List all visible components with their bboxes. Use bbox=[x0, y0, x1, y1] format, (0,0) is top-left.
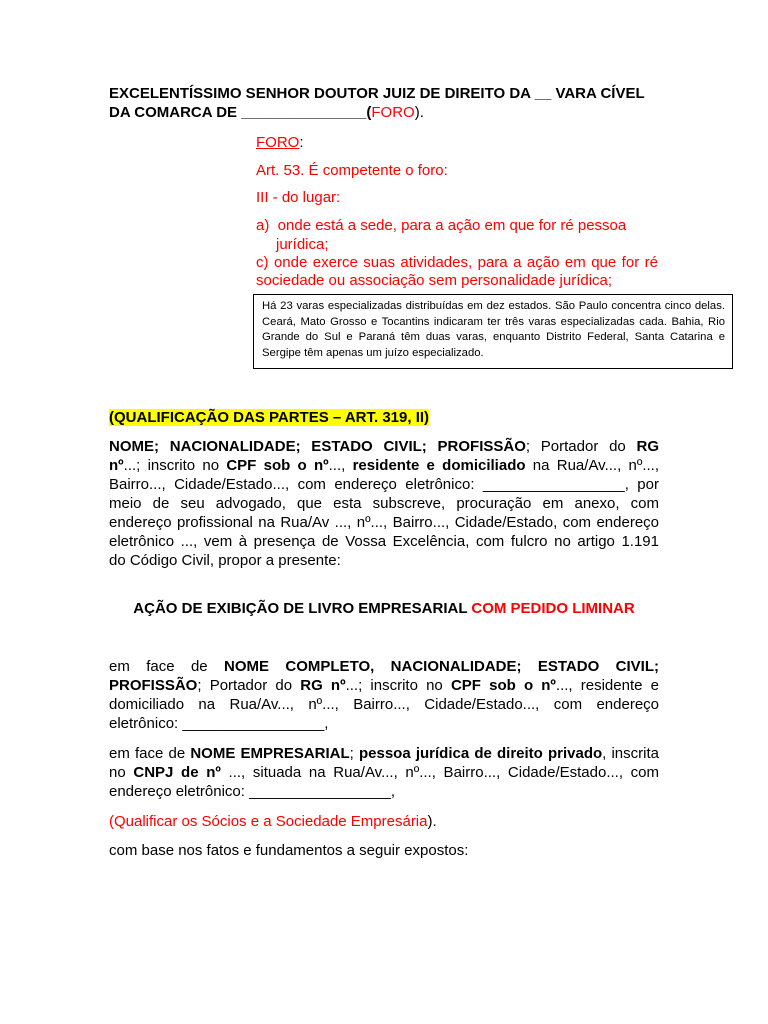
author-line-1: NOME; NACIONALIDADE; ESTADO CIVIL; PROFISSÃO; Portador do RG bbox=[109, 438, 659, 455]
foro-art: Art. 53. É competente o foro: bbox=[256, 162, 448, 179]
defendant2-line-3: endereço eletrônico: _________________, bbox=[109, 783, 396, 800]
info-box bbox=[253, 294, 733, 369]
foro-inciso: III - do lugar: bbox=[256, 189, 341, 206]
author-line-5: endereço profissional na Rua/Av ..., nº..., Bairro..., Cidade/Estado, com endereço bbox=[109, 514, 659, 531]
closing-line: com base nos fatos e fundamentos a seguir expostos: bbox=[109, 842, 469, 859]
foro-item-a-line-1: a) onde está a sede, para a ação em que for ré pessoa bbox=[256, 217, 627, 234]
info-box-text: Há 23 varas especializadas distribuídas em dez estados. São Paulo concentra cinco delas. Ceará, Mato Grosso e Tocantins indicaram ter três varas especializadas cada. Bahia, Rio Grande do Sul e Paraná têm duas varas, enquanto Distrito Federal, Santa Catarina e Sergipe têm apenas um juízo especializado. bbox=[262, 300, 725, 359]
note-socios: (Qualificar os Sócios e a Sociedade Empresária). bbox=[109, 813, 437, 830]
foro-item-a-line-2: jurídica; bbox=[276, 236, 329, 253]
defendant2-line-1: em face de NOME EMPRESARIAL; pessoa jurídica de direito privado, inscrita bbox=[109, 745, 659, 762]
header-line-2: DA COMARCA DE _______________(FORO). bbox=[109, 104, 424, 121]
defendant1-line-3: domiciliado na Rua/Av..., nº..., Bairro..., Cidade/Estado..., com endereço bbox=[109, 696, 659, 713]
foro-title: FORO: bbox=[256, 134, 304, 151]
author-line-4: meio de seu advogado, que esta subscreve, procuração em anexo, com bbox=[109, 495, 659, 512]
defendant1-line-4: eletrônico: _________________, bbox=[109, 715, 329, 732]
header-line-1: EXCELENTÍSSIMO SENHOR DOUTOR JUIZ DE DIREITO DA __ VARA CÍVEL bbox=[109, 85, 645, 102]
defendant1-line-2: PROFISSÃO; Portador do RG nº...; inscrito no CPF sob o nº..., residente e bbox=[109, 677, 659, 694]
qualificacao-heading: (QUALIFICAÇÃO DAS PARTES – ART. 319, II) bbox=[109, 409, 430, 426]
author-line-2: nº...; inscrito no CPF sob o nº..., residente e domiciliado na Rua/Av..., nº..., bbox=[109, 457, 660, 474]
action-title: AÇÃO DE EXIBIÇÃO DE LIVRO EMPRESARIAL COM PEDIDO LIMINAR bbox=[133, 600, 635, 617]
foro-item-c-line-1: c) onde exerce suas atividades, para a ação em que for ré bbox=[256, 254, 658, 271]
defendant2-line-2: no CNPJ de nº ..., situada na Rua/Av..., nº..., Bairro..., Cidade/Estado..., com bbox=[109, 764, 659, 781]
foro-item-c-line-2: sociedade ou associação sem personalidade jurídica; bbox=[256, 272, 613, 289]
author-line-6: eletrônico ..., vem à presença de Vossa Excelência, com fulcro no artigo 1.191 bbox=[109, 533, 659, 550]
defendant1-line-1: em face de NOME COMPLETO, NACIONALIDADE; ESTADO CIVIL; bbox=[109, 658, 659, 675]
author-line-7: do Código Civil, propor a presente: bbox=[109, 552, 341, 569]
author-line-3: Bairro..., Cidade/Estado..., com endereço eletrônico: _________________, por bbox=[109, 476, 659, 493]
